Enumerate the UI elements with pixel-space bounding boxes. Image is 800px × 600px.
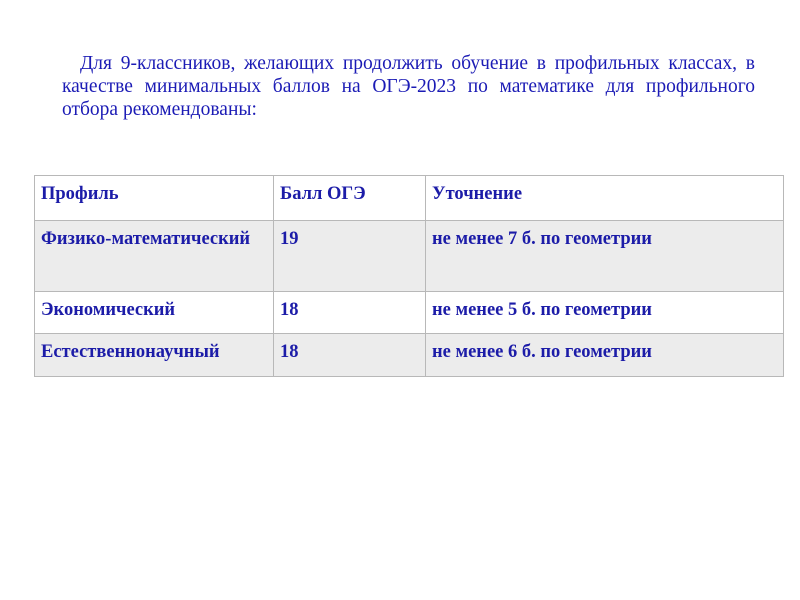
cell-profile: Экономический [35,292,274,334]
table-row [35,292,784,334]
column-header-score: Балл ОГЭ [274,176,426,221]
intro-paragraph: Для 9-классников, желающих продолжить обучение в профильных классах, в качестве минимальных баллов на ОГЭ-2023 по математике для профильного отбора рекомендованы: [62,53,755,120]
cell-note: не менее 5 б. по геометрии [426,292,784,334]
cell-score: 19 [274,221,426,292]
cell-profile: Физико-математический [35,221,274,292]
cell-note: не менее 6 б. по геометрии [426,334,784,377]
column-header-profile: Профиль [35,176,274,221]
cell-note: не менее 7 б. по геометрии [426,221,784,292]
table-row [35,221,784,292]
column-header-note: Уточнение [426,176,784,221]
cell-score: 18 [274,334,426,377]
table-header-row [35,176,784,221]
cell-profile: Естественнонаучный [35,334,274,377]
profile-scores-table [34,175,784,377]
table-row [35,334,784,377]
cell-score: 18 [274,292,426,334]
